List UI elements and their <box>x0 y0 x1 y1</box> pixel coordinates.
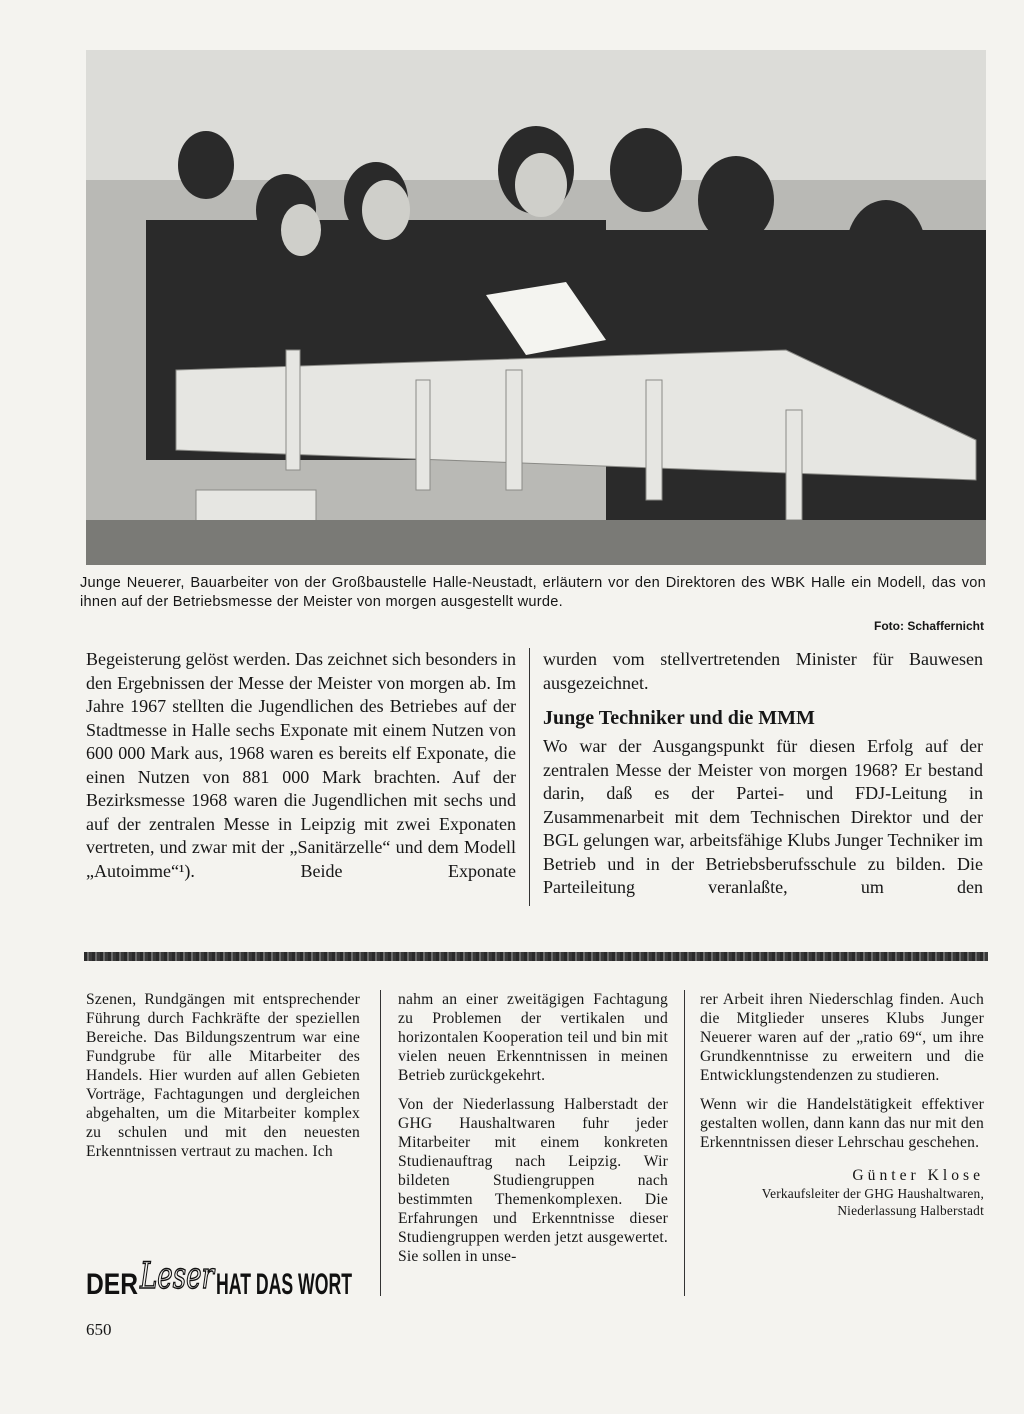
masthead-part2: Leser <box>139 1256 216 1297</box>
column-divider <box>529 648 530 906</box>
photo-icon <box>86 50 986 565</box>
page-number: 650 <box>86 1320 112 1339</box>
article-column-right <box>543 648 983 900</box>
photo-caption: Junge Neuerer, Bauarbeiter von der Großbaustelle Halle-Neustadt, erläutern vor den Direktoren des WBK Halle ein Modell, das von ihnen auf der Betriebsmesse der Meister von morgen ausgestellt wurde. <box>80 575 986 610</box>
section-rule <box>84 952 988 961</box>
article-paragraph: wurden vom stellvertretenden Minister für Bauwesen ausgezeichnet. <box>543 649 983 693</box>
column-divider <box>380 990 381 1296</box>
letter-paragraph: rer Arbeit ihren Niederschlag finden. Auch die Mitglieder unseres Klubs Junger Neuerer waren auf der „ratio 69“, um ihre Grundkenntnisse zu erweitern und die Entwicklungstendenzen zu studieren. <box>700 991 984 1084</box>
letter-paragraph: Szenen, Rundgängen mit entsprechender Führung durch Fachkräfte der speziellen Bereiche. Das Bildungszentrum war eine Fundgrube für alle Mitarbeiter des Handels. Hier wurden auf allen Gebieten Vorträge, Fachtagungen und dergleichen abgehalten, um die Mitarbeiter komplex zu schulen und mit den neuesten Erkenntnissen vertraut zu machen. Ich <box>86 991 360 1160</box>
article-heading: Junge Techniker und die MMM <box>543 707 815 729</box>
letter-paragraph: Wenn wir die Handelstätigkeit effektiver gestalten wollen, dann kann das nur mit den Erkenntnissen dieser Lehrschau geschehen. <box>700 1096 984 1151</box>
letter-column-1 <box>86 990 360 1161</box>
photo-credit: Foto: Schaffernicht <box>874 619 984 633</box>
masthead-part1: DER <box>86 1268 139 1301</box>
letter-column-3 <box>700 990 984 1219</box>
news-photo <box>86 50 986 565</box>
masthead-logo <box>86 1252 352 1304</box>
author-role: Verkaufsleiter der GHG Haushaltwaren, Niederlassung Halberstadt <box>761 1186 984 1218</box>
letter-paragraph: Von der Niederlassung Halberstadt der GHG Haushaltwaren fuhr jeder Mitarbeiter mit einem konkreten Studienauftrag nach Leipzig. Wir bildeten Studiengruppen nach bestimmten Themenkomplexen. Die Erfahrungen und Erkenntnisse dieser Studiengruppen werden jetzt ausgewertet. Sie sollen in unse- <box>398 1096 668 1265</box>
letter-column-2 <box>398 990 668 1266</box>
masthead-part3: HAT DAS WORT <box>216 1268 352 1301</box>
article-column-left: Begeisterung gelöst werden. Das zeichnet sich besonders in den Ergebnissen der Messe der Meister von morgen ab. Im Jahre 1967 stellten die Jugendlichen des Betriebes auf der Stadtmesse in Halle sechs Exponate mit einem Nutzen von 600 000 Mark aus, 1968 waren es bereits elf Exponate, die einen Nutzen von 881 000 Mark brachten. Auf der Bezirksmesse 1968 waren die Jugendlichen mit sechs und auf der zentralen Messe in Leipzig mit zwei Exponaten vertreten, und zwar mit der „Sanitärzelle“ und dem Modell „Autoimme“¹). Beide Exponate <box>86 649 516 881</box>
letter-paragraph: nahm an einer zweitägigen Fachtagung zu Problemen der vertikalen und horizontalen Kooperation teil und bin mit vielen neuen Erkenntnissen in meinen Betrieb zurückgekehrt. <box>398 991 668 1084</box>
column-divider <box>684 990 685 1296</box>
author-name: Günter Klose <box>852 1167 984 1184</box>
article-paragraph: Wo war der Ausgangspunkt für diesen Erfolg auf der zentralen Messe der Meister von morgen 1968? Er bestand darin, daß es der Partei- und FDJ-Leitung in Zusammenarbeit mit dem Technischen Direktor und der BGL gelungen war, arbeitsfähige Klubs Junger Techniker im Betrieb und in der Betriebsberufsschule zu bilden. Die Parteileitung veranlaßte, um den <box>543 736 983 897</box>
